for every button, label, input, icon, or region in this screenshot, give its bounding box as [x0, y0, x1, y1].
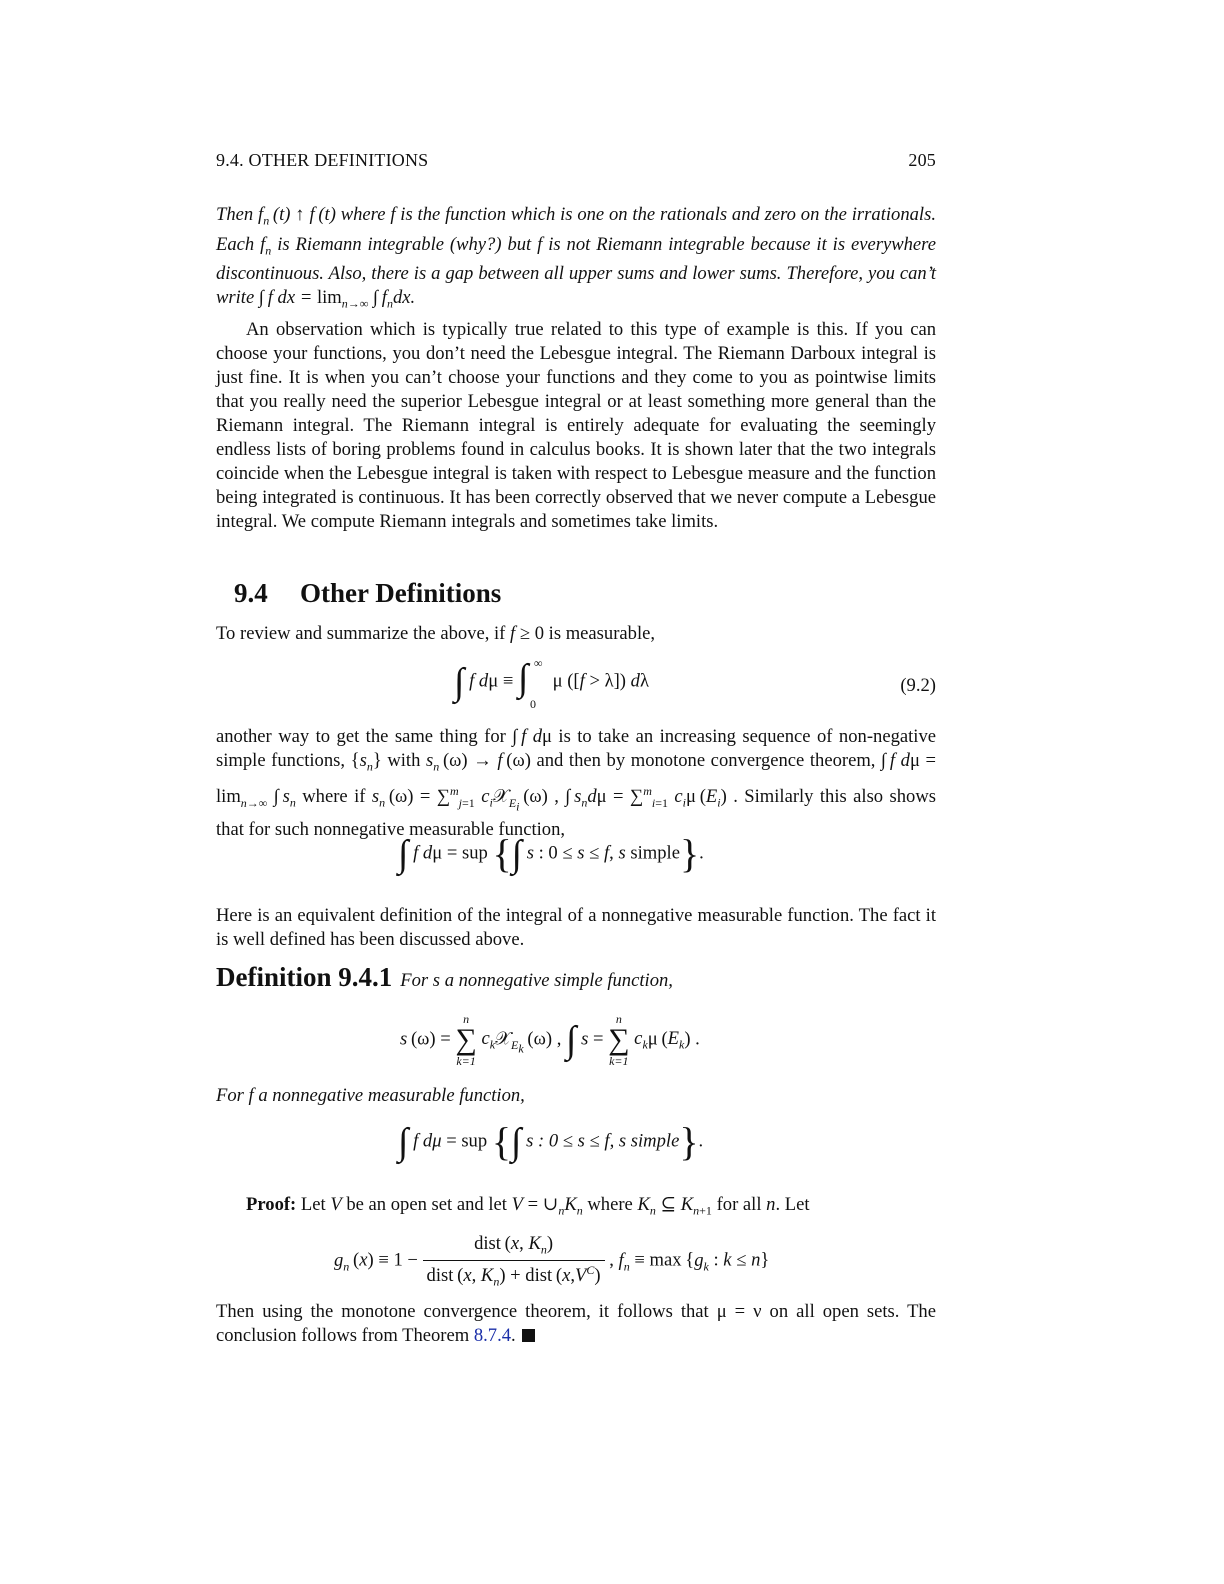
section-heading	[234, 578, 501, 609]
simple-function-equation: s (ω) = n ∑ k=1 $c_k𝒳_{E_k}$ (ω) , ∫ s = n ∑ k=1 $c_k\mu$ $(E_k)$ .	[400, 1012, 700, 1068]
sup-equation-2: ∫ f dμ = sup {∫ s : 0 ≤ s ≤ f, s simple}.	[398, 1119, 704, 1164]
equation-number-9-2: (9.2)	[900, 675, 936, 696]
qed-square-icon	[522, 1329, 535, 1342]
definition-text-2: For f a nonnegative measurable function,	[216, 1085, 525, 1106]
gn-equation: $g_n$ (x) ≡ 1 − $\frac{dist (x, K_n)}{dist (x, K_n) + dist (x,V^C)}$ , $f_n \equiv \max \{g_k$ : k ≤ n}	[334, 1233, 770, 1289]
simple-word-italic: simple	[630, 1130, 680, 1152]
conclusion-paragraph: Then using the monotone convergence theorem, it follows that μ = ν on all open sets. The conclusion follows from Theorem 8.7.4.	[216, 1301, 936, 1346]
proof-paragraph: Proof: Let V be an open set and let $V = \cup_nK_n$ where $K_n$ ⊆ $K_{n+1}$ for all n. Let	[246, 1194, 810, 1218]
example-tail-paragraph: Then $f_n$ (t) ↑ f (t) where f is the function which is one on the rationals and zero on the irrationals. Each $f_n$ is Riemann integrable (why?) but f is not Riemann integrable because it is everywhere discontinuous. Also, there is a gap between all upper sums and lower sums. Therefore, you can’t write ∫ f dx = $\lim_{n\to\infty}$ ∫ $f_ndx$.	[216, 204, 936, 312]
equation-9-2: ∫ f dμ ≡ ∫ ∞ 0 μ ([f > λ]) dλ	[454, 656, 649, 711]
page-number: 205	[908, 150, 936, 170]
simple-word: simple	[630, 842, 680, 864]
observation-paragraph: An observation which is typically true related to this type of example is this. If you can choose your functions, you don’t need the Lebesgue integral. The Riemann Darboux integral is just fine. It is when you can’t choose your functions and they come to you as pointwise limits that you really need the superior Lebesgue integral or at least something more general than the Riemann integral. The Riemann integral is entirely adequate for evaluating the seemingly endless lists of boring problems found in calculus books. It is shown later that the two integrals coincide when the Lebesgue integral is taken with respect to Lebesgue measure and the function being integrated is continuous. It has been correctly observed that we never compute a Lebesgue integral. We compute Riemann integrals and sometimes take limits.	[216, 319, 936, 532]
definition-label: Definition 9.4.1	[216, 962, 393, 992]
section-title: Other Definitions	[300, 578, 502, 608]
running-header	[216, 150, 936, 171]
another-way-paragraph: another way to get the same thing for ∫ f dμ is to take an increasing sequence of non-negative simple functions, $\{s_n\}$ with $s_n$ (ω) → f (ω) and then by monotone convergence theorem, ∫ f $d\mu = \lim_{n\to\infty}$ ∫ $s_n$ where if $s_n$ (ω) = ∑$^m_{j=1}$ $c_i𝒳_{E_i}$ (ω) , ∫ $s_nd\mu = \sum^m_{i=1}$ $c_i\mu$ $(E_i)$ . Similarly this also shows that for such nonnegative measurable function,	[216, 726, 936, 841]
review-paragraph: To review and summarize the above, if f ≥ 0 is measurable,	[216, 623, 656, 644]
definition-text: For s a nonnegative simple function,	[400, 970, 673, 991]
equivalent-paragraph: Here is an equivalent definition of the integral of a nonnegative measurable function. The fact it is well defined has been discussed above.	[216, 905, 936, 950]
section-number: 9.4	[234, 578, 268, 608]
running-header-section: 9.4. OTHER DEFINITIONS	[216, 150, 429, 170]
definition-heading	[216, 962, 673, 993]
theorem-link[interactable]: 8.7.4	[473, 1325, 512, 1346]
sup-equation-1: ∫ f dμ = sup {∫ s : 0 ≤ s ≤ f, s simple}.	[398, 831, 704, 876]
proof-label: Proof:	[246, 1194, 297, 1215]
